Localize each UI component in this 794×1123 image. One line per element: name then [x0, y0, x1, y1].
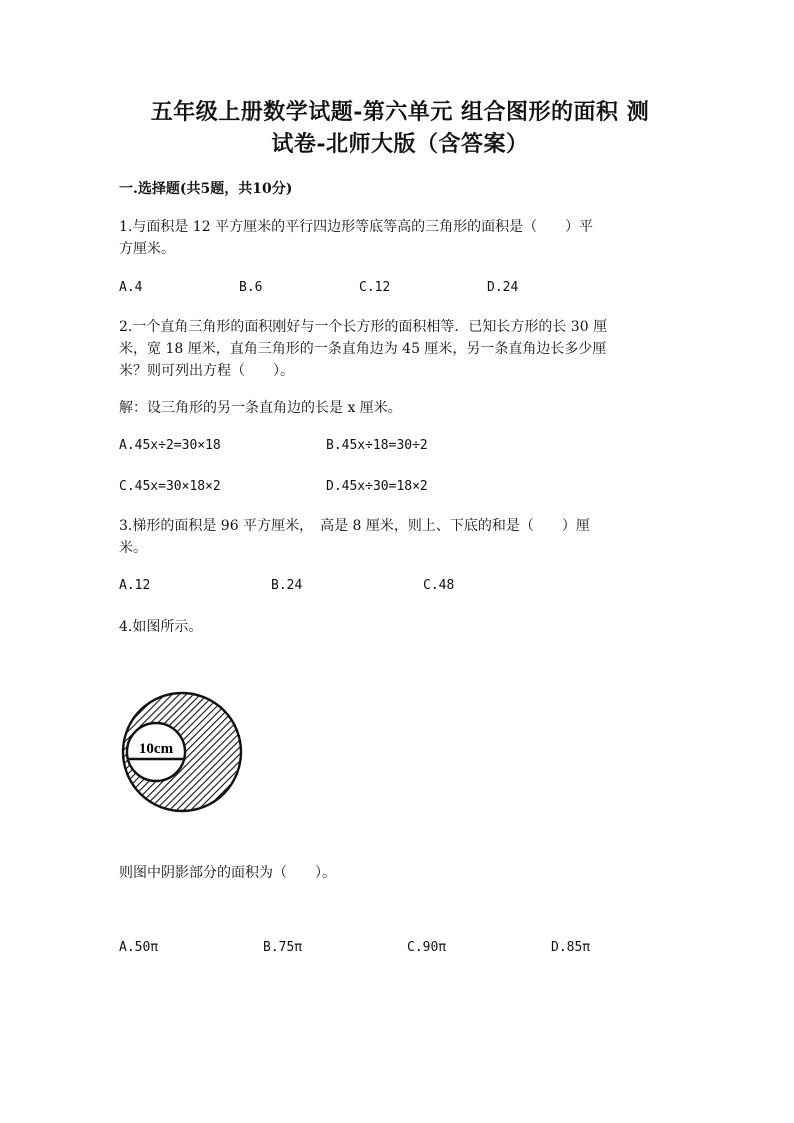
- question-3-line-1: 3.梯形的面积是 96 平方厘米， 高是 8 厘米，则上、下底的和是（ ）厘: [119, 518, 590, 534]
- q4-option-a[interactable]: A.50π: [119, 940, 159, 955]
- question-4: 4.如图所示。: [119, 619, 203, 635]
- question-3: [119, 515, 679, 559]
- question-4-prompt: 则图中阴影部分的面积为（ ）。: [119, 865, 336, 881]
- q2-option-a[interactable]: A.45x÷2=30×18: [119, 438, 221, 453]
- q1-option-a[interactable]: A.4: [119, 280, 143, 295]
- q2-option-d[interactable]: D.45x÷30=18×2: [326, 479, 428, 494]
- title-line-1: 五年级上册数学试题-第六单元 组合图形的面积 测: [150, 99, 650, 125]
- question-2: [119, 316, 679, 382]
- question-2-note: 解：设三角形的另一条直角边的长是 x 厘米。: [119, 400, 402, 416]
- question-2-line-3: 米？则可列出方程（ ）。: [119, 363, 294, 379]
- q2-option-b[interactable]: B.45x÷18=30÷2: [326, 438, 428, 453]
- shaded-ring-figure: [110, 678, 260, 828]
- q3-option-a[interactable]: A.12: [119, 578, 151, 593]
- question-2-line-2: 米，宽 18 厘米，直角三角形的一条直角边为 45 厘米，另一条直角边长多少厘: [119, 341, 607, 357]
- page-title: [120, 96, 680, 160]
- title-line-2: 试卷-北师大版（含答案）: [271, 131, 529, 157]
- q1-option-c[interactable]: C.12: [359, 280, 391, 295]
- question-1-line-1: 1.与面积是 12 平方厘米的平行四边形等底等高的三角形的面积是（ ）平: [119, 219, 594, 235]
- question-3-line-2: 米。: [119, 540, 147, 556]
- q3-option-b[interactable]: B.24: [271, 578, 303, 593]
- q1-option-d[interactable]: D.24: [487, 280, 519, 295]
- q4-option-c[interactable]: C.90π: [407, 940, 447, 955]
- section-heading: 一.选择题(共5题，共10分): [119, 181, 293, 197]
- question-1: [119, 216, 679, 260]
- q4-option-b[interactable]: B.75π: [263, 940, 303, 955]
- q4-option-d[interactable]: D.85π: [551, 940, 591, 955]
- diameter-label: 10cm: [138, 741, 174, 757]
- q3-option-c[interactable]: C.48: [423, 578, 455, 593]
- question-1-line-2: 方厘米。: [119, 241, 175, 257]
- question-2-line-1: 2.一个直角三角形的面积刚好与一个长方形的面积相等．已知长方形的长 30 厘: [119, 319, 608, 335]
- q2-option-c[interactable]: C.45x=30×18×2: [119, 479, 221, 494]
- q1-option-b[interactable]: B.6: [239, 280, 263, 295]
